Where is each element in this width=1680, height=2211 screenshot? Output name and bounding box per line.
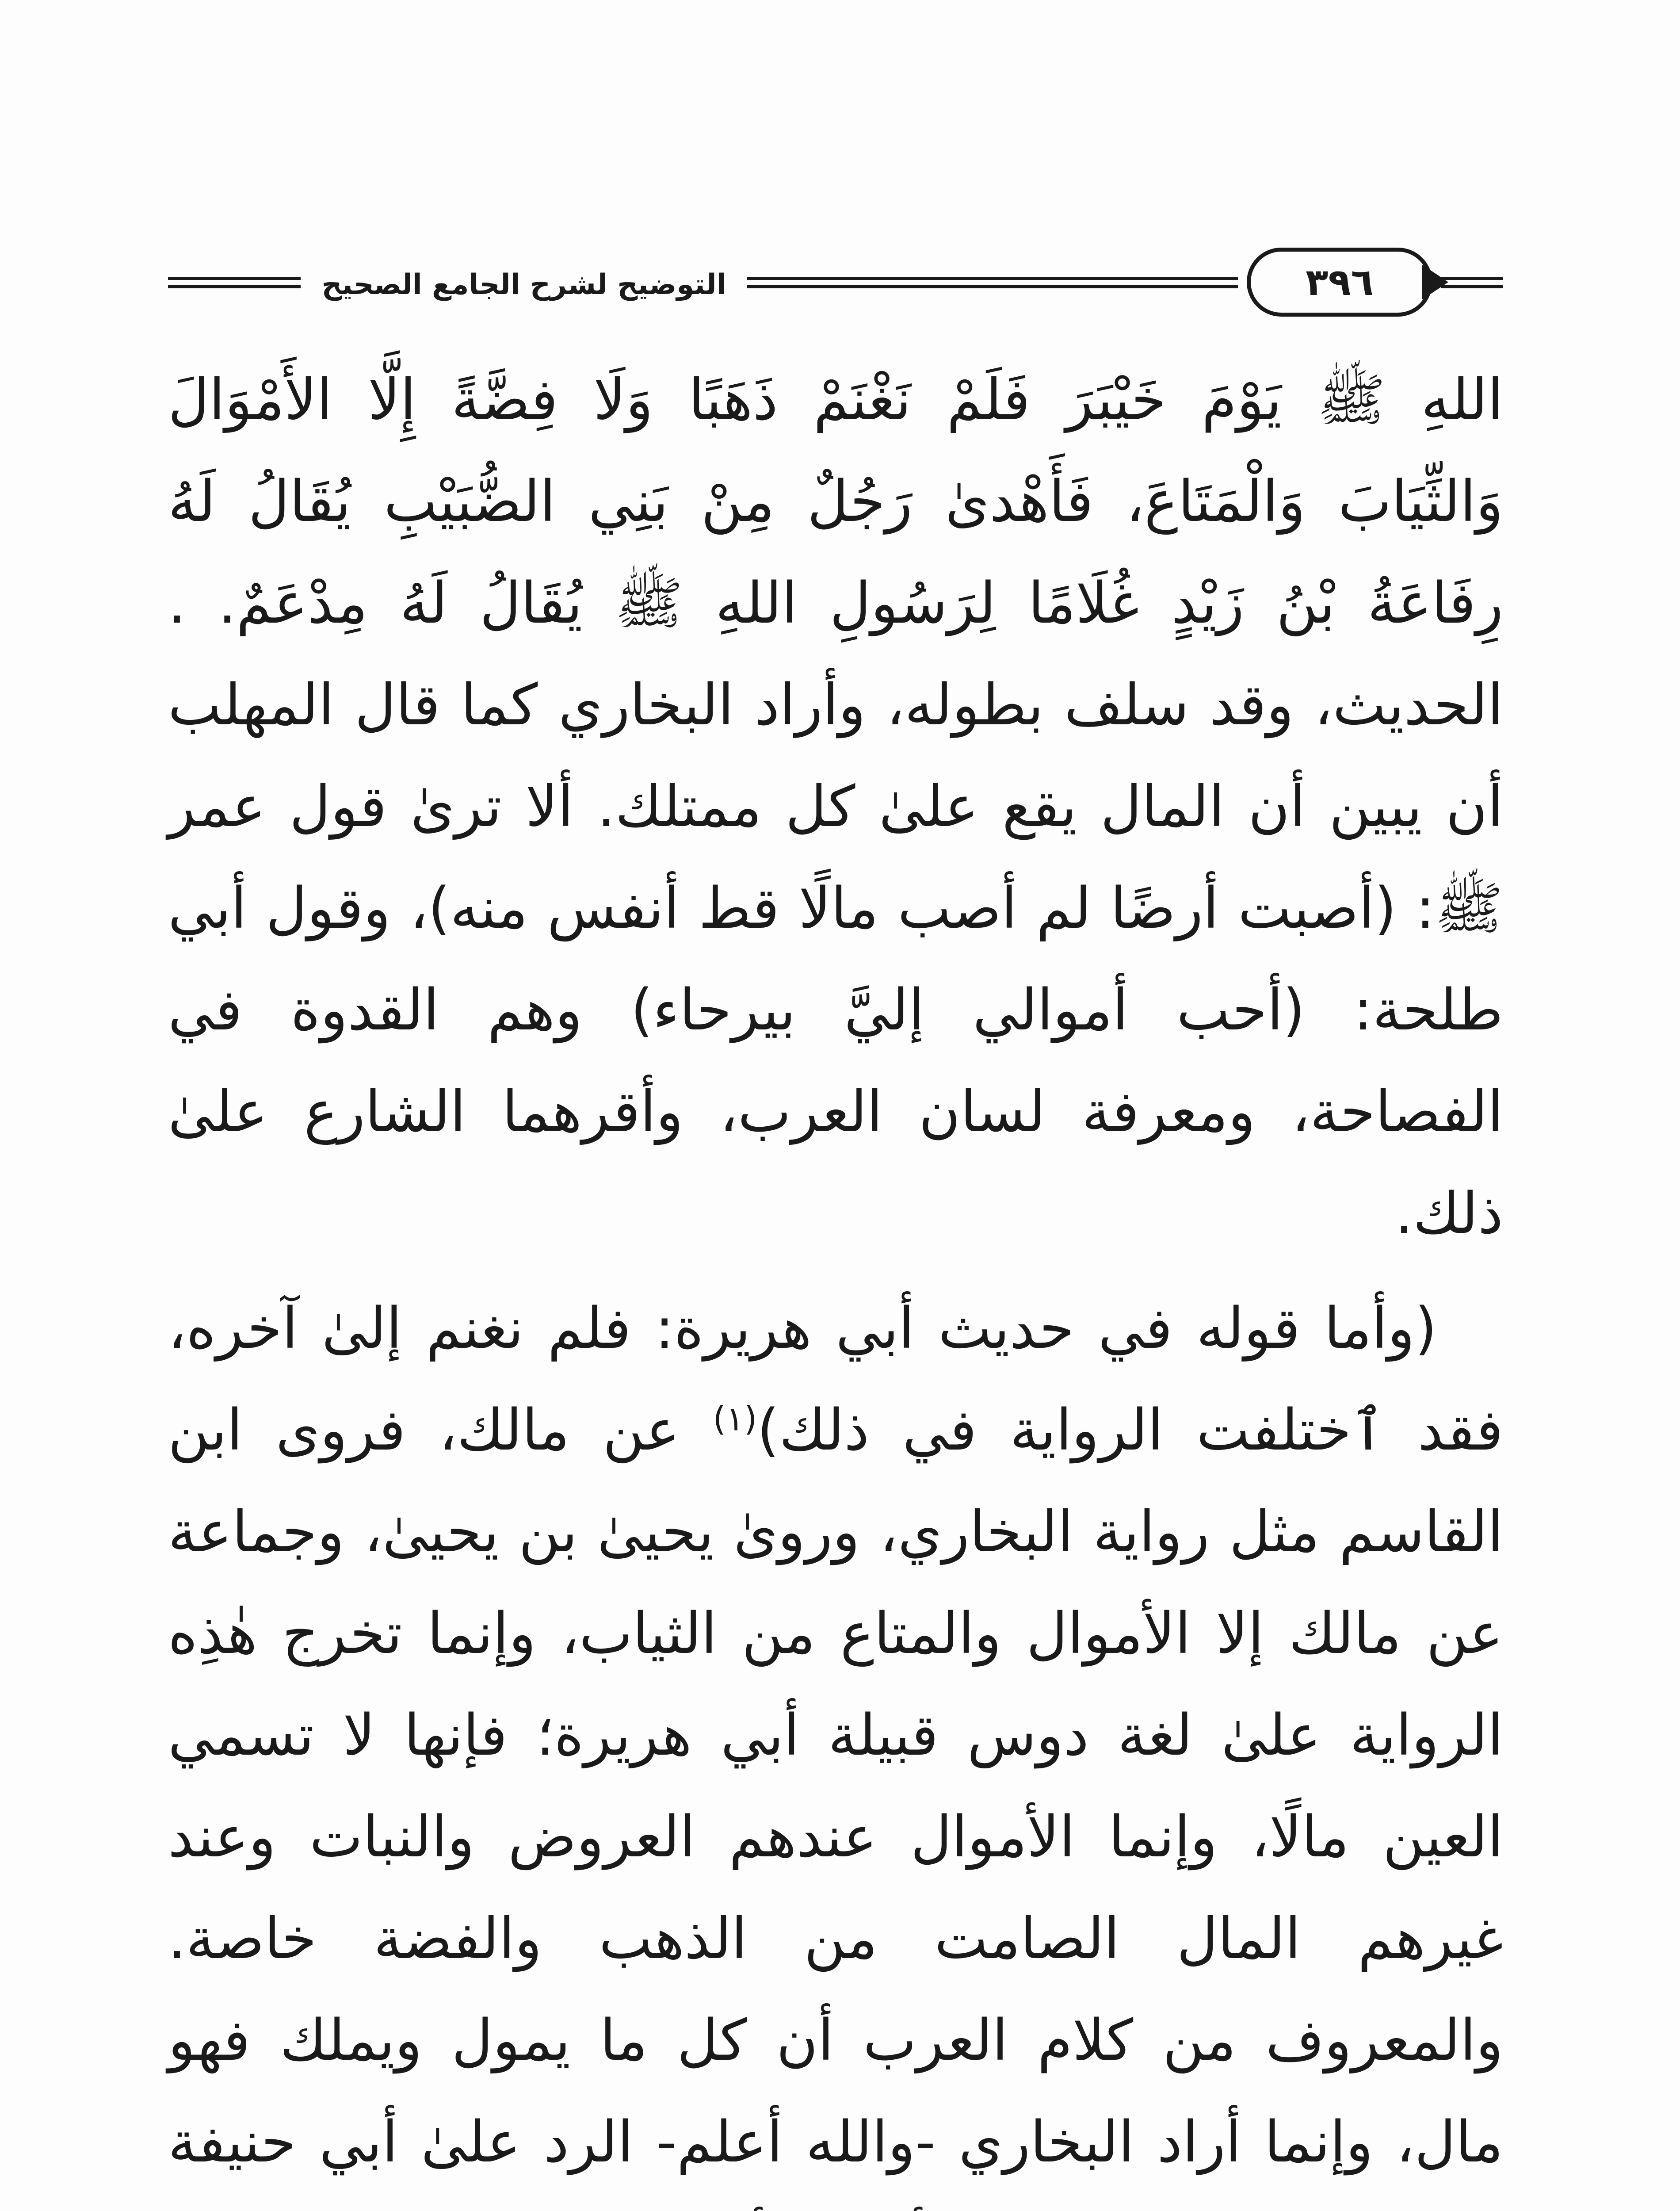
header-rule-left [168, 277, 301, 288]
paragraph-2-lead: (وأما قوله في حديث أبي هريرة: فلم نغنم إلىٰ آخره، فقد ٱختلفت الرواية في ذلك) [168, 1296, 1504, 1463]
running-title: التوضيح لشرح الجامع الصحيح [321, 268, 726, 301]
paragraph-2-rest: عن مالك، فروى ابن القاسم مثل رواية البخاري، وروىٰ يحيىٰ بن يحيىٰ، وجماعة عن مالك إلا الأموال والمتاع من الثياب، وإنما تخرج هٰذِه الرواية علىٰ لغة دوس قبيلة أبي هريرة؛ فإنها لا تسمي العين مالًا، وإنما الأموال عندهم العروض والنبات وعند غيرهم المال الصامت من الذهب والفضة خاصة. والمعروف من كلام العرب أن كل ما يمول ويملك فهو مال، وإنما أراد البخاري -والله أعلم- الرد علىٰ أبي حنيفة [168, 1397, 1503, 2175]
header-rule-middle [747, 277, 1238, 288]
running-header [168, 248, 1503, 318]
footnote-ref-1[interactable]: (١) [713, 1399, 757, 1438]
header-rule-right [1441, 277, 1503, 288]
paragraph-2 [168, 1278, 1503, 2211]
main-text [168, 349, 1503, 2211]
page-number: ٣٩٦ [1247, 248, 1432, 317]
paragraph-1: اللهِ ﷺ يَوْمَ خَيْبَرَ فَلَمْ نَغْنَمْ ذَهَبًا وَلَا فِضَّةً إِلَّا الأَمْوَالَ وَالثِّيَابَ وَالْمَتَاعَ، فَأَهْدىٰ رَجُلٌ مِنْ بَنِي الضُّبَيْبِ يُقَالُ لَهُ رِفَاعَةُ بْنُ زَيْدٍ غُلَامًا لِرَسُولِ اللهِ ﷺ يُقَالُ لَهُ مِدْعَمٌ. . الحديث، وقد سلف بطوله، وأراد البخاري كما قال المهلب أن يبين أن المال يقع علىٰ كل ممتلك. ألا ترىٰ قول عمر ﷺ: (أصبت أرضًا لم أصب مالًا قط أنفس منه)، وقول أبي طلحة: (أحب أموالي إليَّ بيرحاء) وهم القدوة في الفصاحة، ومعرفة لسان العرب، وأقرهما الشارع علىٰ ذلك. [168, 367, 1503, 1247]
